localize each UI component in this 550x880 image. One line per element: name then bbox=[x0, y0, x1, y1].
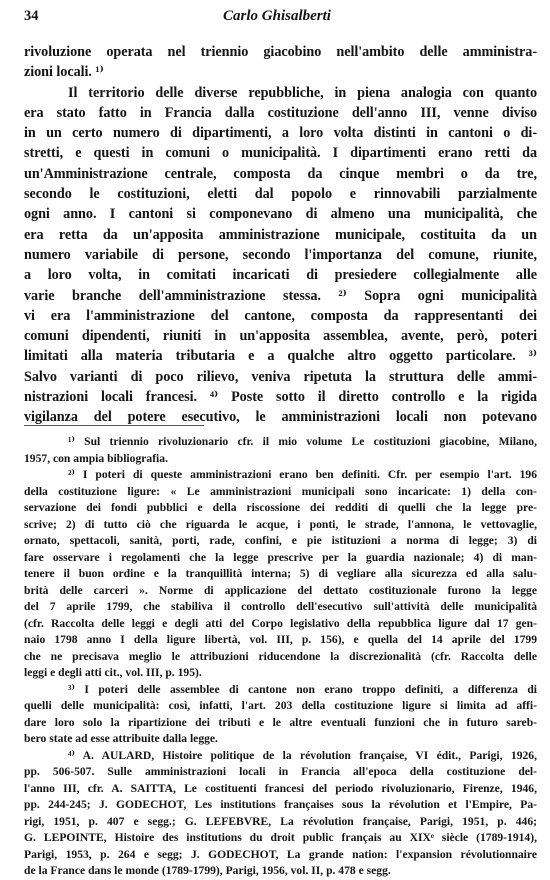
footnote-line: ¹⁾ Sul triennio rivoluzionario cfr. il mio volume Le costituzioni giacobine, Milano, bbox=[68, 435, 537, 448]
text-line: limitati alla materia tributaria e a qualche altro oggetto particolare. ³⁾ bbox=[24, 348, 537, 365]
footnote-line: (cfr. Raccolta delle leggi e degli atti del Corpo legislativo della repubblica ligure dal 17 gen- bbox=[24, 616, 537, 630]
footnote-line: fare osservare i regolamenti che la legge prescrive per la guardia nazionale; 4) di man- bbox=[24, 550, 537, 564]
text-line: Il territorio delle diverse repubbliche, in piena analogia con quanto bbox=[68, 84, 537, 101]
footnote-divider bbox=[24, 425, 204, 426]
text-line: comuni dipendenti, riuniti in un'apposita assemblea, avente, però, poteri bbox=[24, 328, 537, 345]
footnote-line: ²⁾ I poteri di queste amministrazioni erano ben definiti. Cfr. per esempio l'art. 196 bbox=[68, 468, 537, 481]
footnote-line: pp. 244-245; J. GODECHOT, Les institutions françaises sous la révolution et l'Empire, Pa- bbox=[24, 798, 537, 811]
page-number: 34 bbox=[24, 8, 39, 24]
footnote-line: dare loro solo la ripartizione dei tributi e le altre eventuali funzioni che in futuro sareb- bbox=[24, 715, 537, 729]
text-line: era stato fatto in Francia dalla costituzione dell'anno III, venne diviso bbox=[24, 104, 537, 121]
text-line: vigilanza del potere esecutivo, le amministrazioni locali non potevano bbox=[24, 409, 537, 426]
footnote-line: ³⁾ I poteri delle assemblee di cantone non erano troppo definiti, a differenza di bbox=[68, 682, 537, 696]
page-header bbox=[24, 8, 530, 30]
footnote-line: 1957, con ampia bibliografia. bbox=[24, 451, 168, 465]
footnote-line: quelli delle municipalità: così, infatti, l'art. 203 della costituzione ligure si limita ad affi- bbox=[24, 699, 537, 712]
text-line: rivoluzione operata nel triennio giacobino nell'ambito delle amministra- bbox=[24, 44, 537, 60]
footnote-line: G. LEPOINTE, Histoire des institutions du droit public français au XIXᵉ siècle (1789-1914), bbox=[24, 831, 537, 844]
footnote-line: l'anno III, cfr. A. SAITTA, Le costituenti francesi del periodo rivoluzionario, Firenze, 1946, bbox=[24, 781, 537, 795]
footnote-line: della costituzione ligure: « Le amministrazioni municipali sono incaricate: 1) della con- bbox=[24, 484, 537, 498]
text-line: varie branche dell'amministrazione stessa. ²⁾ Sopra ogni municipalità bbox=[24, 287, 537, 304]
text-line: zioni locali. ¹⁾ bbox=[24, 64, 104, 81]
footnote-line: naio 1798 anno I della ligure libertà, vol. III, p. 156), e quella del 14 aprile del 1799 bbox=[24, 633, 537, 646]
footnote-line: ornato, spettacoli, sanità, porti, rade, confini, e pie istituzioni a norma di legge; 3) di bbox=[24, 534, 537, 547]
text-line: ogni anno. I cantoni si componevano di almeno una municipalità, che bbox=[24, 206, 537, 223]
footnote-line: rigi, 1951, p. 407 e segg.; G. LEFEBVRE, La révolution française, Parigi, 1951, p. 446; bbox=[24, 814, 537, 828]
text-line: un'Amministrazione centrale, composta da cinque membri o da tre, bbox=[24, 165, 537, 182]
text-line: stretti, e questi in comuni o municipalità. I dipartimenti erano retti da bbox=[24, 145, 537, 162]
text-line: era retta da un'apposita amministrazione municipale, costituita da un bbox=[24, 226, 537, 243]
footnote-line: brità delle carceri ». Norme di applicazione del dettato costituzionale furono la legge bbox=[24, 583, 537, 597]
footnote-line: de la France dans le monde (1789-1799), Parigi, 1956, vol. II, p. 478 e segg. bbox=[24, 864, 391, 877]
running-title: Carlo Ghisalberti bbox=[223, 8, 331, 24]
text-line: secondo le costituzioni, eletti dal popolo e rinnovabili parzialmente bbox=[24, 186, 537, 203]
footnote-line: bero state ad esse attribuite dalla legge. bbox=[24, 732, 218, 745]
footnote-line: leggi e degli atti cit., vol. III, p. 195). bbox=[24, 666, 202, 679]
footnote-line: che ne precisava meglio le attribuzioni riducendone la discrezionalità (cfr. Raccolta delle bbox=[24, 649, 537, 663]
footnote-line: Parigi, 1953, p. 264 e segg; J. GODECHOT, La grande nation: l'expansion révolutionnaire bbox=[24, 847, 537, 861]
footnote-line: scrive; 2) di tutto ciò che riguarda le acque, i ponti, le strade, l'annona, le vettovaglie, bbox=[24, 517, 537, 531]
footnote-line: tenere il buon ordine e la tranquillità interna; 5) di vegliare alla sicurezza ed alla salu- bbox=[24, 567, 537, 580]
main-text bbox=[24, 42, 537, 428]
footnote-line: del 7 aprile 1799, che stabiliva il controllo dell'esecutivo sull'attività delle municipalità bbox=[24, 600, 537, 613]
text-line: nistrazioni locali francesi. ⁴⁾ Poste sotto il diretto controllo e la rigida bbox=[24, 389, 537, 406]
text-line: in un certo numero di dipartimenti, a loro volta distinti in cantoni o di- bbox=[24, 125, 537, 142]
footnote-line: pp. 506-507. Sulle amministrazioni locali in Francia all'epoca della costituzione del- bbox=[24, 765, 537, 778]
text-line: numero variabile di persone, secondo l'importanza del comune, riunite, bbox=[24, 246, 537, 263]
footnote-line: servazione dei fondi pubblici e della riscossione dei redditi di quelli che la legge pre- bbox=[24, 501, 537, 514]
footnote-line: ⁴⁾ A. AULARD, Histoire politique de la révolution française, VI édit., Parigi, 1926, bbox=[68, 748, 537, 762]
text-line: Salvo varianti di poco rilievo, veniva ripetuta la struttura delle ammi- bbox=[24, 368, 537, 385]
text-line: vi era l'amministrazione del cantone, composta da rappresentanti dei bbox=[24, 307, 537, 324]
text-line: a loro volta, in comitati incaricati di presiedere collegialmente alle bbox=[24, 267, 537, 284]
footnotes bbox=[24, 434, 537, 880]
